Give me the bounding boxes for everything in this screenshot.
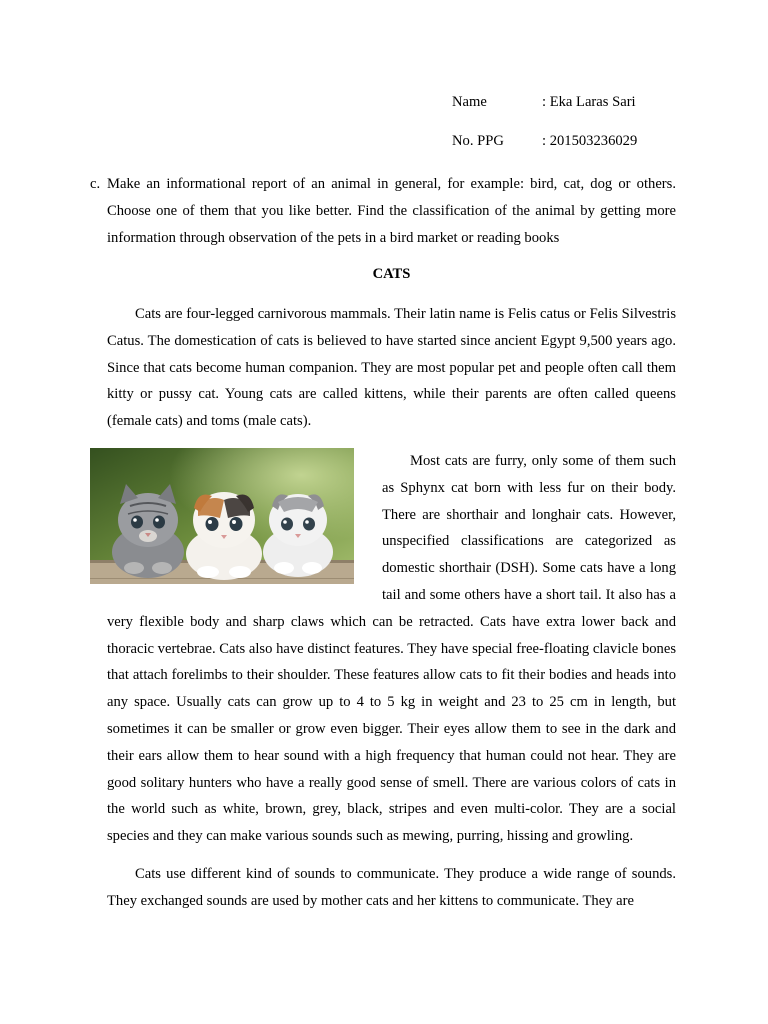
- ppg-label: No. PPG: [452, 133, 504, 149]
- name-value: : Eka Laras Sari: [542, 94, 636, 110]
- header-name-row: [452, 93, 636, 111]
- name-label: Name: [452, 94, 487, 110]
- paragraph-intro: Cats are four-legged carnivorous mammals. Their latin name is Felis catus or Felis Silvestris Catus. The domestication of cats is believed to have started since ancient Egypt 9,500 years ago. Since that cats become human companion. They are most popular pet and people often call them kitty or pussy cat. Young cats are called kittens, while their parents are often called queens (female cats) and toms (male cats).: [107, 306, 676, 430]
- task-instruction: [90, 171, 676, 251]
- paragraph-features: [107, 448, 676, 850]
- paragraph-features-text: Most cats are furry, only some of them such as Sphynx cat born with less fur on their body. There are shorthair and longhair cats. However, unspecified classifications are categorized as domestic shorthair (DSH). Some cats have a long tail and some others have a short tail. It also has a very flexible body and sharp claws which can be retracted. Cats have extra lower back and thoracic vertebrae. Cats also have distinct features. They have special free-floating clavicle bones that attach forelimbs to their shoulder. These features allow cats to fit their bodies and heads into any space. Usually cats can grow up to 4 to 5 kg in weight and 23 to 25 cm in length, but sometimes it can be smaller or grow even bigger. Their eyes allow them to see in the dark and their ears allow them to hear sound with a high frequency that human could not hear. They are good solitary hunters who have a really good sense of smell. There are various colors of cats in the world such as white, brown, grey, black, stripes and even multi-color. They are a social species and they can make various sounds such as mewing, purring, hissing and growling.: [107, 453, 676, 845]
- header-ppg-row: [452, 132, 637, 150]
- kittens-photo: [90, 448, 354, 584]
- report-title: CATS: [372, 266, 411, 282]
- ppg-value: : 201503236029: [542, 133, 638, 149]
- task-text: Make an informational report of an animal in general, for example: bird, cat, dog or others. Choose one of them that you like better. Find the classification of the animal by getting more information through observation of the pets in a bird market or reading books: [107, 176, 676, 246]
- paragraph-sounds: Cats use different kind of sounds to communicate. They produce a wide range of sounds. They exchanged sounds are used by mother cats and her kittens to communicate. They are: [107, 866, 676, 909]
- task-marker: c.: [90, 176, 101, 192]
